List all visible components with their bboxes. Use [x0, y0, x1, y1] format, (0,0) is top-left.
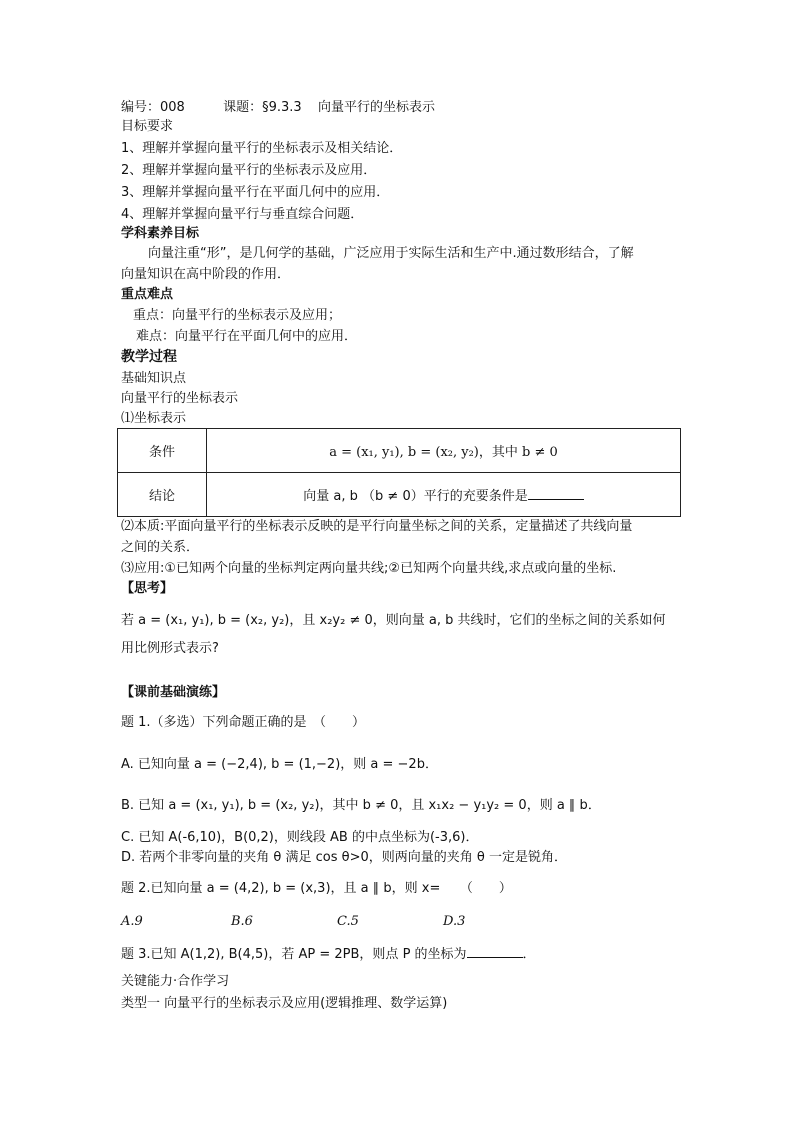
option-c: C.5: [337, 914, 359, 929]
goals-heading: 目标要求: [121, 119, 174, 134]
literacy-heading: 学科素养目标: [121, 226, 200, 241]
practice-heading: 【课前基础演练】: [121, 685, 226, 700]
literacy-para-line1: 向量注重“形”，是几何学的基础，广泛应用于实际生活和生产中.通过数形结合，了解: [148, 246, 634, 261]
literacy-para-line2: 向量知识在高中阶段的作用．: [121, 267, 291, 282]
question-1-option-d: D. 若两个非零向量的夹角 θ 满足 cos θ>0，则两向量的夹角 θ 一定是锐角．: [121, 850, 567, 865]
topic-title: 向量平行的坐标表示: [317, 100, 435, 115]
goal-item: 1、理解并掌握向量平行的坐标表示及相关结论．: [121, 141, 403, 156]
topic-label: 课题：§9.3.3: [223, 100, 302, 115]
doc-number: 编号：008: [121, 100, 185, 115]
doc-header: [121, 99, 435, 117]
question-1: 题 1.（多选）下列命题正确的是 （ ）: [121, 715, 366, 730]
goal-item: 2、理解并掌握向量平行的坐标表示及应用．: [121, 163, 377, 178]
think-heading: 【思考】: [121, 581, 174, 596]
conclusion-text: 向量 a, b （b ≠ 0）平行的充要条件是: [303, 489, 528, 504]
essence-line1: ⑵本质:平面向量平行的坐标表示反映的是平行向量坐标之间的关系，定量描述了共线向量: [121, 519, 633, 534]
option-b: B.6: [231, 914, 253, 929]
process-heading: 教学过程: [121, 349, 177, 365]
question-3: [121, 945, 536, 964]
question-1-option-c: C. 已知 A(-6,10)，B(0,2)，则线段 AB 的中点坐标为(-3,6)．: [121, 830, 479, 845]
question-3-end: ．: [522, 947, 536, 962]
key-point: 重点：向量平行的坐标表示及应用；: [133, 308, 342, 323]
table-row: [118, 473, 681, 517]
condition-table: [117, 428, 681, 517]
table-row-content: a = (x₁, y₁), b = (x₂, y₂)，其中 b ≠ 0: [207, 429, 681, 473]
think-line1: 若 a = (x₁, y₁), b = (x₂, y₂)，且 x₂y₂ ≠ 0，则向量 a, b 共线时，它们的坐标之间的关系如何: [121, 613, 666, 628]
question-1-option-a: A. 已知向量 a = (−2,4), b = (1,−2)，则 a = −2b．: [121, 757, 438, 772]
process-sub1: 基础知识点: [121, 371, 187, 386]
table-row: [118, 429, 681, 473]
table-row-label: 条件: [118, 429, 207, 473]
answer-blank[interactable]: [528, 486, 584, 500]
type-one-heading: 类型一 向量平行的坐标表示及应用(逻辑推理、数学运算): [121, 996, 448, 1011]
option-d: D.3: [443, 914, 466, 929]
process-sub2: 向量平行的坐标表示: [121, 391, 239, 406]
ability-heading: 关键能力·合作学习: [121, 974, 230, 989]
question-1-option-b: B. 已知 a = (x₁, y₁), b = (x₂, y₂)，其中 b ≠ 0，且 x₁x₂ − y₁y₂ = 0，则 a ∥ b．: [121, 798, 601, 813]
think-line2: 用比例形式表示?: [121, 641, 219, 656]
question-2: 题 2.已知向量 a = (4,2), b = (x,3)，且 a ∥ b，则 x= （ ）: [121, 881, 512, 896]
difficult-point: 难点：向量平行在平面几何中的应用．: [136, 329, 358, 344]
question-3-text: 题 3.已知 A(1,2), B(4,5)，若 AP = 2PB，则点 P 的坐标为: [121, 947, 467, 962]
table-row-label: 结论: [118, 473, 207, 517]
essence-line2: 之间的关系．: [121, 540, 200, 555]
keypoints-heading: 重点难点: [121, 287, 174, 302]
answer-blank[interactable]: [467, 945, 523, 958]
application-line: ⑶应用:①已知两个向量的坐标判定两向量共线;②已知两个向量共线,求点或向量的坐标.: [121, 561, 617, 576]
table-row-content: [207, 473, 681, 517]
goal-item: 4、理解并掌握向量平行与垂直综合问题．: [121, 207, 364, 222]
question-2-options: [121, 913, 465, 931]
goal-item: 3、理解并掌握向量平行在平面几何中的应用．: [121, 185, 390, 200]
process-sub3: ⑴坐标表示: [121, 411, 187, 426]
option-a: A.9: [121, 914, 143, 929]
